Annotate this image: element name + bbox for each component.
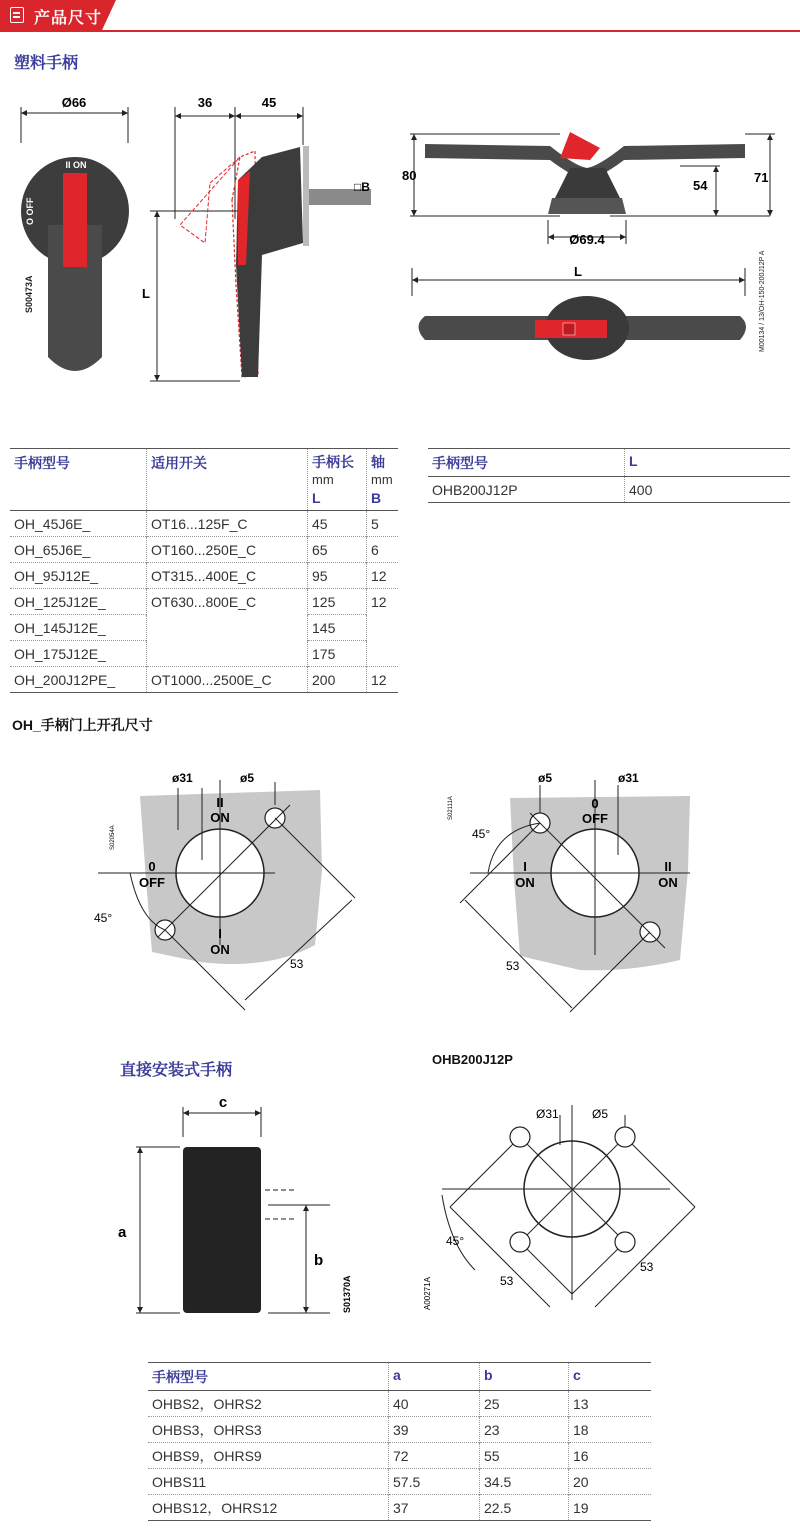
ohbs-table bbox=[148, 1362, 651, 1521]
th-ohb-l: L bbox=[625, 449, 791, 477]
cell-model: OH_200J12PE_ bbox=[10, 667, 147, 693]
table-row bbox=[148, 1391, 651, 1417]
cell-l: 175 bbox=[308, 641, 367, 667]
cell-model: OH_125J12E_ bbox=[10, 589, 147, 615]
table-row bbox=[148, 1469, 651, 1495]
door1-code: S02054A bbox=[110, 825, 116, 850]
cell-model: OH_95J12E_ bbox=[10, 563, 147, 589]
th-shaft-line1: 轴 bbox=[371, 454, 385, 470]
cell-b: 23 bbox=[480, 1417, 569, 1443]
ohb-handle-table bbox=[428, 448, 790, 503]
dim-l-ohb: L bbox=[574, 264, 582, 279]
table-row bbox=[148, 1495, 651, 1521]
th-shaft bbox=[367, 449, 399, 511]
th-ohb-model: 手柄型号 bbox=[428, 449, 625, 477]
ohb-d5: Ø5 bbox=[592, 1107, 609, 1121]
th-shaft-line3: B bbox=[371, 490, 382, 506]
plastic-handle-drawing bbox=[0, 85, 400, 390]
table-row bbox=[10, 537, 398, 563]
cell-b bbox=[367, 615, 399, 641]
cell-l: 200 bbox=[308, 667, 367, 693]
cell-switch: OT630...800E_C bbox=[147, 589, 308, 615]
dim-36: 36 bbox=[197, 95, 213, 110]
cell-l: 45 bbox=[308, 511, 367, 537]
cell-model: OH_145J12E_ bbox=[10, 615, 147, 641]
cell-b: 12 bbox=[367, 563, 399, 589]
dim-54: 54 bbox=[693, 178, 708, 193]
cell-model: OHBS2，OHRS2 bbox=[152, 1395, 262, 1412]
door1-on-top-2: ON bbox=[210, 810, 230, 825]
cell-switch: OT1000...2500E_C bbox=[147, 667, 308, 693]
cell-b: 55 bbox=[480, 1443, 569, 1469]
cell-l: 125 bbox=[308, 589, 367, 615]
ohb-handle-drawing bbox=[400, 120, 790, 370]
door1-off-2: OFF bbox=[139, 875, 165, 890]
door2-on-left-2: ON bbox=[515, 875, 535, 890]
page-header bbox=[0, 0, 800, 36]
th-length-line3: L bbox=[312, 490, 321, 506]
door1-d53: 53 bbox=[290, 957, 304, 971]
th-model: 手柄型号 bbox=[10, 449, 147, 511]
door1-off-1: 0 bbox=[148, 859, 156, 874]
ohb-d53-right: 53 bbox=[640, 1260, 654, 1274]
cell-switch bbox=[147, 641, 308, 667]
code-s00473a: S00473A bbox=[24, 275, 34, 313]
label-ii-on: II ON bbox=[65, 160, 87, 170]
cell-b: 22.5 bbox=[480, 1495, 569, 1521]
cell-model: OHB200J12P bbox=[428, 477, 625, 503]
cell-a: 40 bbox=[389, 1391, 480, 1417]
ohb-cutout-drawing bbox=[420, 1085, 700, 1330]
door2-d31: ø31 bbox=[618, 771, 639, 785]
dim-d694: Ø69.4 bbox=[569, 232, 605, 247]
ohb-angle: 45° bbox=[446, 1234, 465, 1248]
th-length-line2: mm bbox=[312, 472, 334, 487]
cell-switch bbox=[147, 615, 308, 641]
door2-off-2: OFF bbox=[582, 811, 608, 826]
door2-code: S02111A bbox=[448, 796, 454, 820]
table-row bbox=[148, 1443, 651, 1469]
dim-45: 45 bbox=[261, 95, 277, 110]
direct-code: S01370A bbox=[342, 1275, 352, 1313]
door2-angle: 45° bbox=[472, 827, 491, 841]
th-shaft-line2: mm bbox=[371, 472, 393, 487]
cell-model: OHBS3，OHRS3 bbox=[148, 1417, 389, 1443]
section-title-direct: 直接安装式手柄 bbox=[120, 1062, 233, 1079]
cell-model: OH_45J6E_ bbox=[10, 511, 147, 537]
cell-b: 34.5 bbox=[480, 1469, 569, 1495]
table-row bbox=[148, 1417, 651, 1443]
cell-a: 39 bbox=[389, 1417, 480, 1443]
section-title-plastic: 塑料手柄 bbox=[14, 55, 79, 72]
cell-l: 65 bbox=[308, 537, 367, 563]
direct-handle-drawing bbox=[100, 1085, 370, 1330]
ohb-code: A00271A bbox=[423, 1277, 432, 1310]
cell-a: 37 bbox=[389, 1495, 480, 1521]
cell-switch: OT315...400E_C bbox=[147, 563, 308, 589]
door2-off-1: 0 bbox=[591, 796, 599, 811]
door1-on-bot-2: ON bbox=[210, 942, 230, 957]
door1-d31: ø31 bbox=[172, 771, 193, 785]
th-ohbs-a: a bbox=[389, 1363, 480, 1391]
code-m00134: M00134 / 13/OH-150-200J12P A bbox=[759, 250, 766, 352]
door1-on-bot-1: I bbox=[218, 926, 222, 941]
cell-model: OHBS9，OHRS9 bbox=[148, 1443, 389, 1469]
cell-model: OHBS11 bbox=[148, 1469, 389, 1495]
cell-b: 25 bbox=[480, 1391, 569, 1417]
table-row bbox=[10, 615, 398, 641]
cell-model: OH_65J6E_ bbox=[10, 537, 147, 563]
cell-b: 12 bbox=[367, 589, 399, 615]
cell-c: 20 bbox=[569, 1469, 652, 1495]
cell-b: 6 bbox=[367, 537, 399, 563]
cell-a: 72 bbox=[389, 1443, 480, 1469]
document-icon bbox=[10, 7, 24, 23]
th-ohbs-b: b bbox=[480, 1363, 569, 1391]
direct-c: c bbox=[218, 1094, 228, 1111]
cell-c: 19 bbox=[569, 1495, 652, 1521]
direct-a: a bbox=[118, 1224, 127, 1241]
th-length bbox=[308, 449, 367, 511]
cell-b: 12 bbox=[367, 667, 399, 693]
cell-c: 13 bbox=[569, 1391, 652, 1417]
cell-model: OHBS12，OHRS12 bbox=[148, 1495, 389, 1521]
cell-l: 95 bbox=[308, 563, 367, 589]
dim-l: L bbox=[142, 286, 150, 301]
section-title-door: OH_手柄门上开孔尺寸 bbox=[12, 717, 153, 733]
dim-71: 71 bbox=[754, 170, 769, 185]
header-rule bbox=[0, 30, 800, 32]
door-cutout-drawing-2 bbox=[430, 760, 730, 1020]
cell-b bbox=[367, 641, 399, 667]
door1-on-top-1: II bbox=[216, 795, 224, 810]
cell-c: 18 bbox=[569, 1417, 652, 1443]
direct-b: b bbox=[314, 1252, 324, 1269]
table-row bbox=[10, 589, 398, 615]
cell-a: 57.5 bbox=[389, 1469, 480, 1495]
table-row bbox=[10, 511, 398, 537]
dim-80: 80 bbox=[402, 168, 417, 183]
door2-on-left-1: I bbox=[523, 859, 527, 874]
door2-on-right-2: ON bbox=[658, 875, 678, 890]
cell-l: 400 bbox=[625, 477, 791, 503]
door2-d5: ø5 bbox=[538, 771, 553, 785]
door1-d5: ø5 bbox=[240, 771, 255, 785]
door2-on-right-1: II bbox=[664, 859, 672, 874]
ohb-title: OHB200J12P bbox=[432, 1052, 513, 1067]
cell-b: 5 bbox=[367, 511, 399, 537]
cell-switch: OT160...250E_C bbox=[147, 537, 308, 563]
cell-l: 145 bbox=[308, 615, 367, 641]
oh-handle-table bbox=[10, 448, 398, 693]
header-title: 产品尺寸 bbox=[34, 10, 103, 27]
table-row bbox=[10, 563, 398, 589]
door1-angle: 45° bbox=[94, 911, 113, 925]
ohb-d31: Ø31 bbox=[536, 1107, 559, 1121]
cell-c: 16 bbox=[569, 1443, 652, 1469]
dim-b: □B bbox=[354, 180, 370, 194]
th-ohbs-model: 手柄型号 bbox=[148, 1363, 389, 1391]
th-length-line1: 手柄长 bbox=[312, 454, 354, 470]
cell-model: OH_175J12E_ bbox=[10, 641, 147, 667]
door2-d53: 53 bbox=[506, 959, 520, 973]
ohb-d53-left: 53 bbox=[500, 1274, 514, 1288]
dim-d66: Ø66 bbox=[61, 95, 87, 110]
th-ohbs-c: c bbox=[569, 1363, 652, 1391]
label-o-off: O OFF bbox=[25, 197, 35, 225]
table-row bbox=[10, 667, 398, 693]
cell-switch: OT16...125F_C bbox=[147, 511, 308, 537]
th-switch: 适用开关 bbox=[147, 449, 308, 511]
table-row bbox=[428, 477, 790, 503]
door-cutout-drawing-1 bbox=[90, 760, 380, 1020]
table-row bbox=[10, 641, 398, 667]
